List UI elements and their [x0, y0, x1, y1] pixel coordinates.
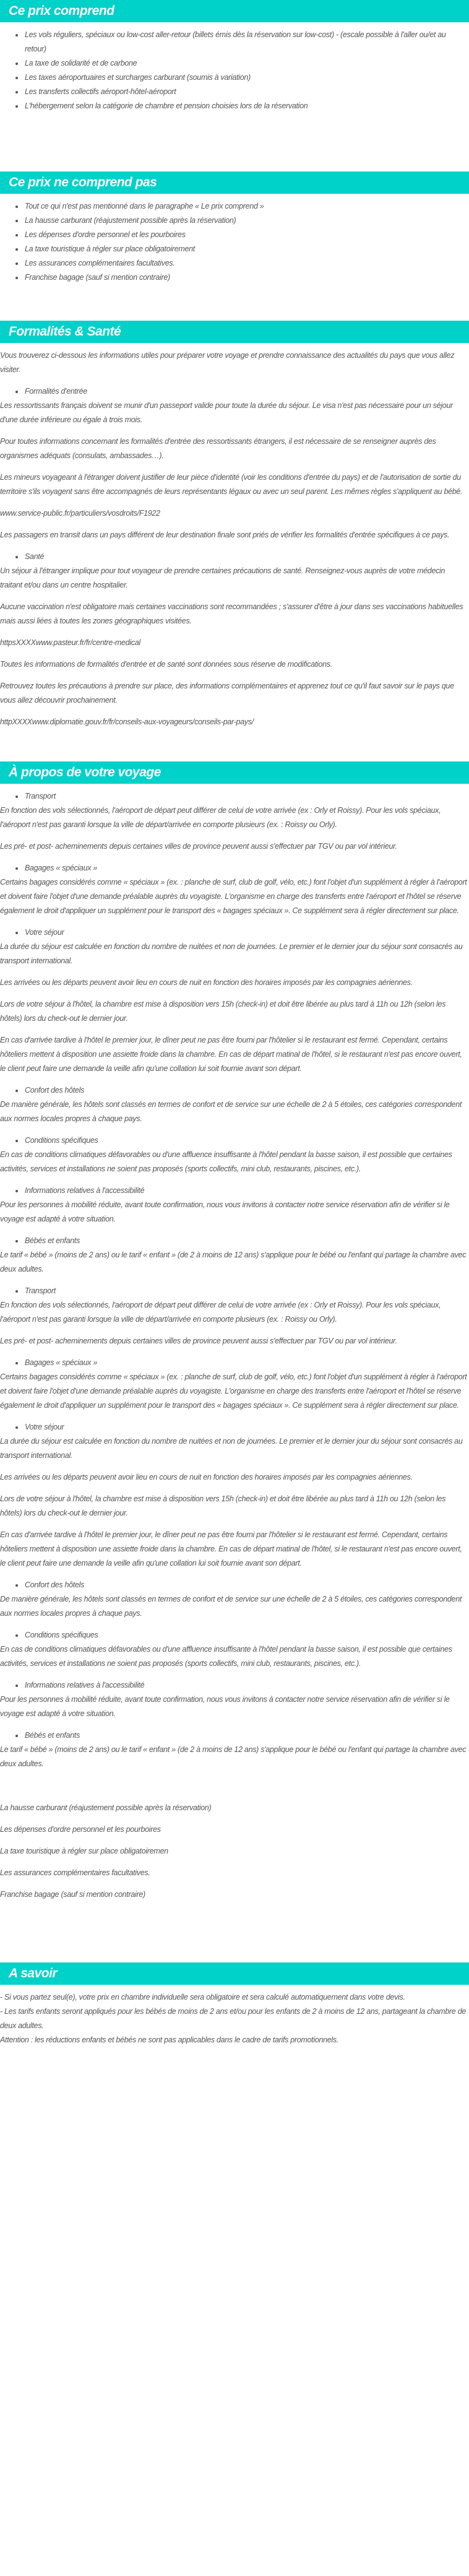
diplomatie-link[interactable]: httpXXXXwww.diplomatie.gouv.fr/fr/conseils-aux-voyageurs/conseils-par-pays/ [0, 718, 254, 726]
subheading-list [0, 384, 469, 399]
subheading: Votre séjour [25, 926, 469, 940]
subheading: Conditions spécifiques [25, 1134, 469, 1148]
paragraph: Retrouvez toutes les précautions à prendre sur place, des informations complémentaires et apprenez tout ce qu'il faut savoir sur le pays que vous allez découvrir prochainement. [0, 682, 454, 705]
list-item: Les dépenses d'ordre personnel et les pourboires [25, 228, 469, 242]
subheading-list [0, 1184, 469, 1198]
subheading-list [0, 1284, 469, 1298]
about-trip-body [0, 784, 469, 1771]
paragraph: Les pré- et post- acheminements depuis certaines villes de province peuvent aussi s'effectuer par TGV ou par vol intérieur. [0, 842, 397, 851]
service-public-link[interactable]: www.service-public.fr/particuliers/vosdroits/F1922 [0, 509, 160, 518]
subheading-list [0, 1420, 469, 1434]
excluded-list [0, 199, 469, 285]
paragraph: Pour les personnes à mobilité réduite, avant toute confirmation, nous vous invitons à contacter notre service réservation afin de vérifier si le voyage est adapté à votre situation. [0, 1695, 450, 1718]
paragraph: Certains bagages considérés comme « spéciaux » (ex. : planche de surf, club de golf, vélo, etc.) font l'objet d'un supplément à régler à l'aéroport et doivent faire l'objet d'une demande préalable auprès du voyagiste. L'organisme en charge des transferts entre l'aéroport et l'hôtel se réserve également le droit d'appliquer un supplément pour le transport des « bagages spéciaux ». Ce supplément sera à régler directement sur place. [0, 1373, 467, 1410]
spacer [0, 1779, 469, 1801]
paragraph: Le tarif « bébé » (moins de 2 ans) ou le tarif « enfant » (de 2 à moins de 12 ans) s'applique pour le bébé ou l'enfant qui partage la chambre avec deux adultes. [0, 1251, 467, 1273]
paragraph: Les arrivées ou les départs peuvent avoir lieu en cours de nuit en fonction des horaires imposés par les compagnies aériennes. [0, 1473, 413, 1481]
subheading: Transport [25, 1284, 469, 1298]
trailing-line: La hausse carburant (réajustement possible après la réservation) [0, 1803, 212, 1812]
section-formalites-sante [0, 321, 469, 729]
list-item: La taxe touristique à régler sur place obligatoirement [25, 242, 469, 256]
subheading: Informations relatives à l'accessibilité [25, 1184, 469, 1198]
info-line: - Si vous partez seul(e), votre prix en chambre individuelle sera obligatoire et sera calculé automatiquement dans votre devis. [0, 1993, 405, 2001]
section-prix-ne-comprend-pas [0, 171, 469, 285]
paragraph: Aucune vaccination n'est obligatoire mais certaines vaccinations sont recommandées ; s'assurer d'être à jour dans ses vaccinations habituelles mais aussi liées à toutes les zones géographiques visitées. [0, 602, 463, 625]
paragraph: La durée du séjour est calculée en fonction du nombre de nuitées et non de journées. Le premier et le dernier jour du séjour sont consacrés au transport international. [0, 1437, 463, 1460]
spacer [0, 2047, 469, 2060]
paragraph: Les mineurs voyageant à l'étranger doivent justifier de leur pièce d'identité (voir les conditions d'entrée du pays) et de l'autorisation de sortie du territoire s'ils voyagent sans être accompagnés de leurs représentants légaux ou avec un seul parent. Les mêmes règles s'appliquent au bébé. [0, 473, 463, 496]
subheading-list [0, 1628, 469, 1642]
subheading: Bagages « spéciaux » [25, 1356, 469, 1370]
subheading-list [0, 926, 469, 940]
list-item: Tout ce qui n'est pas mentionné dans le paragraphe « Le prix comprend » [25, 199, 469, 214]
subheading-entry-formalities: Formalités d'entrée [25, 384, 469, 399]
section-title: Formalités & Santé [0, 321, 469, 343]
paragraph: Les passagers en transit dans un pays différent de leur destination finale sont priés de vérifier les formalités d'entrée spécifiques à ce pays. [0, 531, 450, 539]
trailing-line: Les assurances complémentaires facultatives. [0, 1868, 150, 1877]
paragraph: De manière générale, les hôtels sont classés en termes de confort et de service sur une échelle de 2 à 5 étoiles, ces catégories correspondent aux normes locales propres à chaque pays. [0, 1595, 462, 1618]
list-item: Franchise bagage (sauf si mention contraire) [25, 271, 469, 285]
spacer [0, 1909, 469, 1962]
included-list [0, 28, 469, 113]
subheading: Bagages « spéciaux » [25, 861, 469, 875]
paragraph: En fonction des vols sélectionnés, l'aéroport de départ peut différer de celui de votre arrivée (ex : Orly et Roissy). Pour les vols spéciaux, l'aéroport n'est pas garanti lorsque la ville de départ/arrivée en comporte plusieurs (ex. : Roissy ou Orly). [0, 806, 441, 829]
intro-text: Vous trouverez ci-dessous les informations utiles pour préparer votre voyage et prendre connaissance des actualités du pays que vous allez visiter. [0, 351, 455, 374]
info-line: Attention : les réductions enfants et bébés ne sont pas applicables dans le cadre de tarifs promotionnels. [0, 2036, 339, 2044]
subheading-list [0, 789, 469, 804]
paragraph: Les ressortissants français doivent se munir d'un passeport valide pour toute la durée du séjour. Le visa n'est pas nécessaire pour un séjour d'une durée inférieure ou égale à trois mois. [0, 401, 453, 424]
subheading-list [0, 1134, 469, 1148]
subheading-health: Santé [25, 550, 469, 564]
list-item: Les transferts collectifs aéroport-hôtel-aéroport [25, 85, 469, 99]
subheading: Transport [25, 789, 469, 804]
paragraph: Lors de votre séjour à l'hôtel, la chambre est mise à disposition vers 15h (check-in) et doit être libérée au plus tard à 11h ou 12h (selon les hôtels) lors du check-out le dernier jour. [0, 1494, 446, 1517]
paragraph: En cas d'arrivée tardive à l'hôtel le premier jour, le dîner peut ne pas être fourni par l'hôtelier si le restaurant est fermé. Cependant, certains hôteliers mettent à disposition une assiette froide dans la chambre. En cas de départ matinal de l'hôtel, si le restaurant n'est pas encore ouvert, le client peut faire une demande la veille afin qu'une collation lui soit fournie avant son départ. [0, 1530, 462, 1568]
subheading: Informations relatives à l'accessibilité [25, 1678, 469, 1693]
section-a-savoir [0, 1962, 469, 2060]
section-title: À propos de votre voyage [0, 761, 469, 784]
subheading: Conditions spécifiques [25, 1628, 469, 1642]
info-line: - Les tarifs enfants seront appliqués pour les bébés de moins de 2 ans et/ou pour les enfants de 2 à moins de 12 ans, partageant la chambre de deux adultes. [0, 2007, 467, 2030]
list-item: Les vols réguliers, spéciaux ou low-cost aller-retour (billets émis dès la réservation sur low-cost) - (escale possible à l'aller ou/et au retour) [25, 28, 469, 56]
paragraph: Pour les personnes à mobilité réduite, avant toute confirmation, nous vous invitons à contacter notre service réservation afin de vérifier si le voyage est adapté à votre situation. [0, 1200, 450, 1223]
paragraph: De manière générale, les hôtels sont classés en termes de confort et de service sur une échelle de 2 à 5 étoiles, ces catégories correspondent aux normes locales propres à chaque pays. [0, 1100, 462, 1123]
section-title: Ce prix comprend [0, 0, 469, 22]
section-title: Ce prix ne comprend pas [0, 171, 469, 194]
paragraph: Un séjour à l'étranger implique pour tout voyageur de prendre certaines précautions de santé. Renseignez-vous auprès de votre médecin traitant et/ou dans un centre hospitalier. [0, 566, 445, 589]
list-item: L'hébergement selon la catégorie de chambre et pension choisies lors de la réservation [25, 99, 469, 113]
paragraph: Le tarif « bébé » (moins de 2 ans) ou le tarif « enfant » (de 2 à moins de 12 ans) s'applique pour le bébé ou l'enfant qui partage la chambre avec deux adultes. [0, 1745, 467, 1768]
trailing-line: Les dépenses d'ordre personnel et les pourboires [0, 1825, 161, 1834]
list-item: Les taxes aéroportuaires et surcharges carburant (soumis à variation) [25, 71, 469, 85]
trailing-line: Franchise bagage (sauf si mention contraire) [0, 1890, 145, 1899]
paragraph: En cas d'arrivée tardive à l'hôtel le premier jour, le dîner peut ne pas être fourni par l'hôtelier si le restaurant est fermé. Cependant, certains hôteliers mettent à disposition une assiette froide dans la chambre. En cas de départ matinal de l'hôtel, si le restaurant n'est pas encore ouvert, le client peut faire une demande la veille afin qu'une collation lui soit fournie avant son départ. [0, 1036, 462, 1073]
subheading-list [0, 1678, 469, 1693]
paragraph: Pour toutes informations concernant les formalités d'entrée des ressortissants étrangers, il est nécessaire de se renseigner auprès des organismes adéquats (consulats, ambassades…). [0, 437, 436, 460]
section-title: A savoir [0, 1962, 469, 1985]
subheading-list [0, 1356, 469, 1370]
subheading-list [0, 1728, 469, 1743]
subheading: Votre séjour [25, 1420, 469, 1434]
paragraph: Certains bagages considérés comme « spéciaux » (ex. : planche de surf, club de golf, vélo, etc.) font l'objet d'un supplément à régler à l'aéroport et doivent faire l'objet d'une demande préalable auprès du voyagiste. L'organisme en charge des transferts entre l'aéroport et l'hôtel se réserve également le droit d'appliquer un supplément pour le transport des « bagages spéciaux ». Ce supplément sera à régler directement sur place. [0, 878, 467, 915]
paragraph: La durée du séjour est calculée en fonction du nombre de nuitées et non de journées. Le premier et le dernier jour du séjour sont consacrés au transport international. [0, 942, 463, 965]
paragraph: Lors de votre séjour à l'hôtel, la chambre est mise à disposition vers 15h (check-in) et doit être libérée au plus tard à 11h ou 12h (selon les hôtels) lors du check-out le dernier jour. [0, 1000, 446, 1023]
subheading-list [0, 1234, 469, 1248]
subheading-list [0, 1083, 469, 1098]
trailing-line: La taxe touristique à régler sur place obligatoiremen [0, 1847, 168, 1855]
subheading-list [0, 861, 469, 875]
subheading: Confort des hôtels [25, 1083, 469, 1098]
paragraph: En cas de conditions climatiques défavorables ou d'une affluence insuffisante à l'hôtel pendant la basse saison, il est possible que certaines activités, services et installations ne soient pas proposés (sports collectifs, mini club, restaurants, piscines, etc.). [0, 1645, 452, 1668]
subheading: Confort des hôtels [25, 1578, 469, 1592]
subheading: Bébés et enfants [25, 1234, 469, 1248]
paragraph: En fonction des vols sélectionnés, l'aéroport de départ peut différer de celui de votre arrivée (ex : Orly et Roissy). Pour les vols spéciaux, l'aéroport n'est pas garanti lorsque la ville de départ/arrivée en comporte plusieurs (ex. : Roissy ou Orly). [0, 1301, 441, 1324]
subheading-list [0, 550, 469, 564]
paragraph: Toutes les informations de formalités d'entrée et de santé sont données sous réserve de modifications. [0, 660, 332, 669]
list-item: La hausse carburant (réajustement possible après la réservation) [25, 214, 469, 228]
subheading-list [0, 1578, 469, 1592]
paragraph: Les pré- et post- acheminements depuis certaines villes de province peuvent aussi s'effectuer par TGV ou par vol intérieur. [0, 1337, 397, 1345]
spacer [0, 113, 469, 171]
list-item: Les assurances complémentaires facultatives. [25, 256, 469, 271]
spacer [0, 737, 469, 761]
pasteur-link[interactable]: httpsXXXXwww.pasteur.fr/fr/centre-medical [0, 638, 140, 647]
subheading: Bébés et enfants [25, 1728, 469, 1743]
spacer [0, 285, 469, 321]
list-item: La taxe de solidarité et de carbone [25, 56, 469, 71]
paragraph: En cas de conditions climatiques défavorables ou d'une affluence insuffisante à l'hôtel pendant la basse saison, il est possible que certaines activités, services et installations ne soient pas proposés (sports collectifs, mini club, restaurants, piscines, etc.). [0, 1150, 452, 1173]
paragraph: Les arrivées ou les départs peuvent avoir lieu en cours de nuit en fonction des horaires imposés par les compagnies aériennes. [0, 978, 413, 987]
section-prix-comprend [0, 0, 469, 113]
section-a-propos [0, 761, 469, 1902]
